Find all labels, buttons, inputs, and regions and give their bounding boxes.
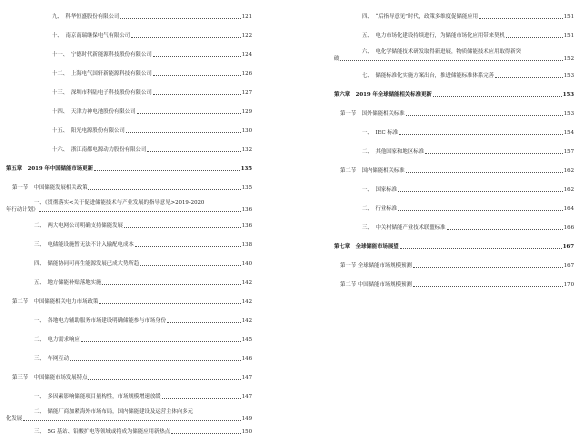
toc-entry-label: 一、 多因素影响储能项目量构性，市场规模增速放缓 [34,394,161,400]
toc-page-number: 142 [241,299,252,305]
toc-page-number: 153 [563,111,574,117]
toc-entry[interactable] [334,33,574,40]
toc-entry[interactable] [6,14,252,21]
toc-entry[interactable] [334,263,574,270]
toc-entry-label: 二、 两大电网公司明确支持储能发展 [34,223,123,229]
toc-entry[interactable] [334,111,574,118]
toc-chapter-entry[interactable] [334,244,574,251]
toc-leader-dots [99,303,240,304]
toc-entry-label: 一、 国家标准 [362,187,398,193]
toc-entry-label-continued: 破 [334,56,340,62]
toc-entry-label: 十六、 浙江南都电源动力股份有限公司 [52,147,147,153]
toc-leader-dots [495,77,563,78]
toc-leader-dots [406,172,563,173]
toc-page-number: 145 [241,337,252,343]
toc-entry[interactable] [334,73,574,80]
toc-leader-dots [124,227,241,228]
toc-leader-dots [406,115,563,116]
toc-entry[interactable] [6,409,252,423]
toc-entry-label: 二、 储能厂商加紧海外市场布局，国内储能建设及运营主体向多元 [34,409,194,415]
toc-page-number: 166 [563,225,574,231]
toc-leader-dots [88,189,240,190]
toc-page-number: 153 [563,73,574,79]
toc-entry[interactable] [6,109,252,116]
toc-leader-dots [153,94,241,95]
toc-page-number: 138 [241,242,252,248]
toc-leader-dots [162,398,241,399]
toc-entry-label: 五、 地方储能补贴落地实施 [34,280,102,286]
toc-page-number: 142 [241,318,252,324]
toc-entry-label: 十三、 深圳市科陆电子科技股份有限公司 [52,90,152,96]
toc-entry[interactable] [334,14,574,21]
toc-leader-dots [167,322,241,323]
toc-entry[interactable] [334,149,574,156]
toc-page-number: 147 [241,394,252,400]
toc-entry[interactable] [6,33,252,40]
toc-entry-label: 第二节 中国储能市场规模预测 [340,282,412,288]
toc-entry-label: 十四、 天津力神电池股份有限公司 [52,109,136,115]
toc-leader-dots [398,191,563,192]
toc-entry-label: 第五章 2019 年中国储能市场更新 [6,166,93,172]
toc-leader-dots [137,113,241,114]
toc-entry-label: 第七章 全球储能市场展望 [334,244,399,250]
toc-entry-label: 十一、 宁德时代新能源科技股份有限公司 [52,52,152,58]
toc-entry-label: 九、 科华恒盛股份有限公司 [52,14,120,20]
toc-entry[interactable] [6,261,252,268]
toc-leader-dots [153,75,241,76]
toc-entry-label: 五、 电力市场化建设持续进行，为储能市场化应用带来契机 [362,33,505,39]
toc-entry-label: 二、 电力需求响应 [34,337,80,343]
toc-leader-dots [153,56,241,57]
toc-leader-dots [39,211,240,212]
toc-chapter-entry[interactable] [334,92,574,99]
toc-page-number: 154 [563,130,574,136]
toc-page-number: 162 [563,168,574,174]
toc-leader-dots [171,433,241,434]
toc-leader-dots [398,210,563,211]
toc-entry-label: 第一节 国外储能相关标准 [340,111,405,117]
toc-entry-label: 一、《贯彻落实<关于促进储能技术与产业发展的指导意见>2019-2020 [34,200,205,206]
toc-page-number: 147 [241,375,252,381]
toc-entry[interactable] [334,206,574,213]
toc-entry[interactable] [6,90,252,97]
toc-entry-label: 四、 储能协同可再生能源发展已成大势所趋 [34,261,140,267]
toc-entry[interactable] [334,130,574,137]
toc-page-number: 135 [241,185,252,191]
toc-leader-dots [88,379,240,380]
toc-page-number: 136 [241,223,252,229]
toc-page-number: 167 [562,244,574,250]
toc-entry[interactable] [334,225,574,232]
toc-entry-label: 三、 中关村储能产业技术联盟标准 [362,225,446,231]
toc-entry-label: 二、 其他国家和地区标准 [362,149,424,155]
toc-page-number: 164 [563,206,574,212]
toc-leader-dots [126,132,241,133]
toc-chapter-entry[interactable] [6,166,252,173]
toc-entry[interactable] [6,71,252,78]
toc-entry[interactable] [6,128,252,135]
toc-page-number: 130 [241,128,252,134]
toc-entry-label: 第一节 全球储能市场规模预测 [340,263,412,269]
toc-leader-dots [102,284,240,285]
toc-page-number: 170 [563,282,574,288]
toc-entry[interactable] [6,318,252,325]
toc-entry-label: 第六章 2019 年全球储能相关标准更新 [334,92,432,98]
toc-entry-label: 十二、 上海电气国轩新能源科技有限公司 [52,71,152,77]
toc-page-number: 149 [241,416,252,422]
toc-page-number: 135 [240,166,252,172]
toc-page-number: 150 [241,429,252,435]
toc-entry-label: 十五、 阳光电源股份有限公司 [52,128,125,134]
toc-page-number: 140 [241,261,252,267]
toc-entry[interactable] [6,356,252,363]
toc-page-number: 157 [563,149,574,155]
toc-page-number: 152 [563,56,574,62]
toc-page-number: 151 [563,14,574,20]
toc-page-number: 122 [241,33,252,39]
toc-leader-dots [23,420,241,421]
toc-entry[interactable] [6,147,252,154]
toc-entry[interactable] [334,49,574,63]
toc-page-number: 153 [562,92,574,98]
toc-entry[interactable] [6,375,252,382]
toc-entry-label-continued: 化发展 [6,416,23,422]
toc-leader-dots [433,96,562,97]
toc-page-number: 167 [563,263,574,269]
toc-leader-dots [147,151,240,152]
toc-leader-dots [447,229,563,230]
toc-entry[interactable] [6,242,252,249]
toc-leader-dots [94,170,240,171]
toc-entry[interactable] [6,394,252,401]
toc-entry[interactable] [6,280,252,287]
toc-entry[interactable] [6,337,252,344]
toc-leader-dots [81,341,241,342]
toc-entry[interactable] [6,429,252,436]
toc-entry[interactable] [334,168,574,175]
toc-entry[interactable] [6,185,252,192]
toc-page-number: 132 [241,147,252,153]
toc-leader-dots [70,360,241,361]
toc-leader-dots [400,248,562,249]
toc-page-number: 126 [241,71,252,77]
toc-leader-dots [413,286,563,287]
toc-entry-label: 第三节 中国储能市场发展特点 [12,375,88,381]
toc-page-number: 142 [241,280,252,286]
toc-leader-dots [340,60,562,61]
toc-leader-dots [425,153,563,154]
toc-page-number: 162 [563,187,574,193]
toc-entry-label: 四、 “后指导意见”时代，政策多维度促储能应用 [362,14,479,20]
toc-entry[interactable] [6,52,252,59]
toc-entry-label: 三、 电储能设施暂无法不计入输配电成本 [34,242,134,248]
toc-page-number: 146 [241,356,252,362]
toc-entry[interactable] [6,200,252,214]
toc-entry-label: 二、 行业标准 [362,206,398,212]
toc-entry-label-continued: 年行动计划》 [6,207,39,213]
toc-page-number: 121 [241,14,252,20]
toc-leader-dots [131,37,241,38]
toc-entry-label: 六、 电化学储能技术研发取得新进展，物质储能技术应用取得新突 [362,49,522,55]
toc-leader-dots [135,246,241,247]
toc-entry-label: 第二节 中国储能相关电力市场政策 [12,299,99,305]
toc-leader-dots [479,18,563,19]
toc-entry[interactable] [6,223,252,230]
toc-leader-dots [399,134,563,135]
toc-entry-label: 七、 储能标准化实施方案出台，推进储能标准体系完善 [362,73,495,79]
toc-entry[interactable] [334,187,574,194]
toc-entry-label: 三、 5G 基站、铅酸扩电等领域或将成为储能应用新热点 [34,429,171,435]
toc-leader-dots [413,267,563,268]
toc-entry[interactable] [334,282,574,289]
toc-leader-dots [506,37,563,38]
toc-entry-label: 一、 IEC 标准 [362,130,399,136]
toc-entry-label: 第一节 中国储能发展相关政策 [12,185,88,191]
toc-leader-dots [120,18,240,19]
toc-entry-label: 一、 各地电力辅助服务市场建设明确储能参与市场身份 [34,318,167,324]
toc-leader-dots [140,265,241,266]
toc-entry-label: 十、 南京南瑞继保电气有限公司 [52,33,131,39]
toc-page-number: 127 [241,90,252,96]
toc-page-number: 129 [241,109,252,115]
toc-page-number: 124 [241,52,252,58]
toc-page-number: 136 [241,207,252,213]
toc-entry-label: 第二节 国内储能相关标准 [340,168,405,174]
toc-entry-label: 三、 车网互动 [34,356,70,362]
toc-page-number: 151 [563,33,574,39]
toc-entry[interactable] [6,299,252,306]
